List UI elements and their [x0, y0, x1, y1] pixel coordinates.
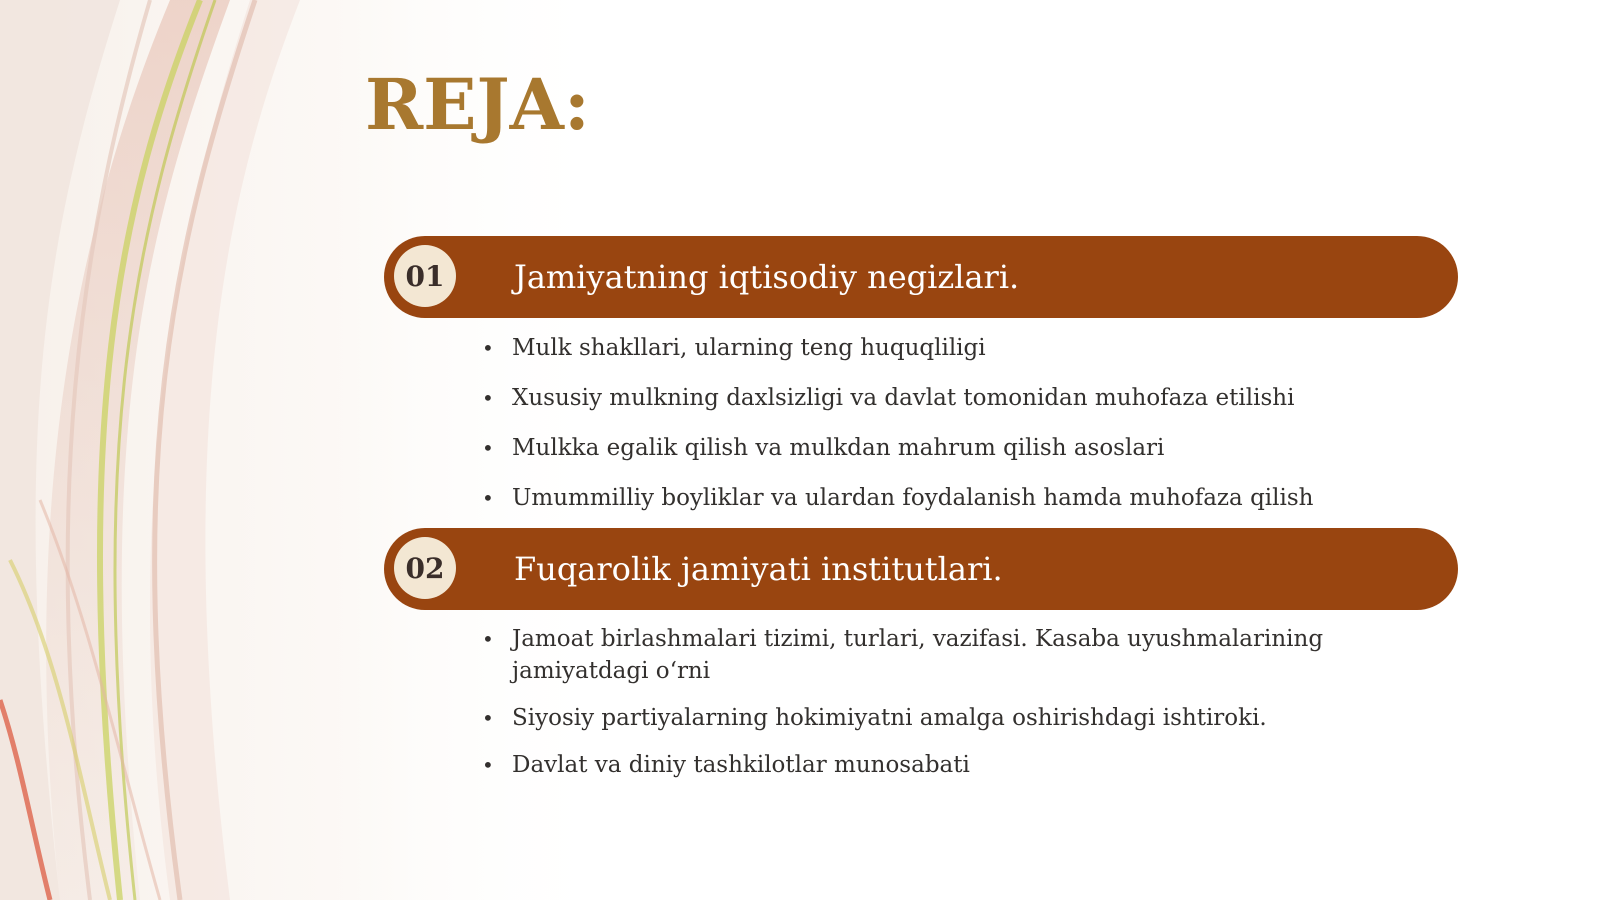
bullet-marker: •: [482, 486, 494, 510]
section-number-badge: 01: [394, 245, 456, 307]
section-heading: Fuqarolik jamiyati institutlari.: [514, 550, 1003, 588]
bullet-text: Siyosiy partiyalarning hokimiyatni amalga oshirishdagi ishtiroki.: [512, 705, 1267, 731]
slide-title: REJA:: [365, 63, 590, 146]
bullet-marker: •: [482, 753, 494, 777]
bullet-marker: •: [482, 336, 494, 360]
bullet-item: [478, 749, 1358, 781]
bullet-marker: •: [482, 627, 494, 651]
bullet-item: [478, 382, 1358, 432]
bullet-item: [478, 482, 1358, 532]
bullet-text: Mulkka egalik qilish va mulkdan mahrum qilish asoslari: [512, 435, 1165, 461]
bullet-item: [478, 432, 1358, 482]
bullet-marker: •: [482, 386, 494, 410]
section-2-bullet-list: [478, 623, 1358, 796]
bullet-item: [478, 332, 1358, 382]
bullet-text: Davlat va diniy tashkilotlar munosabati: [512, 752, 970, 778]
bullet-marker: •: [482, 706, 494, 730]
section-heading: Jamiyatning iqtisodiy negizlari.: [514, 258, 1020, 296]
section-1-bullet-list: [478, 332, 1358, 532]
section-header-2: [384, 528, 1458, 610]
section-header-1: [384, 236, 1458, 318]
bullet-text: Xususiy mulkning daxlsizligi va davlat tomonidan muhofaza etilishi: [512, 385, 1295, 411]
bullet-marker: •: [482, 436, 494, 460]
bullet-text: Mulk shakllari, ularning teng huquqliligi: [512, 335, 986, 361]
bullet-item: [478, 702, 1358, 734]
bullet-item: [478, 623, 1358, 687]
bullet-text: Jamoat birlashmalari tizimi, turlari, vazifasi. Kasaba uyushmalarining jamiyatdagi o‘rni: [512, 626, 1324, 684]
bullet-text: Umummilliy boyliklar va ulardan foydalanish hamda muhofaza qilish: [512, 485, 1314, 511]
section-number-badge: 02: [394, 537, 456, 599]
